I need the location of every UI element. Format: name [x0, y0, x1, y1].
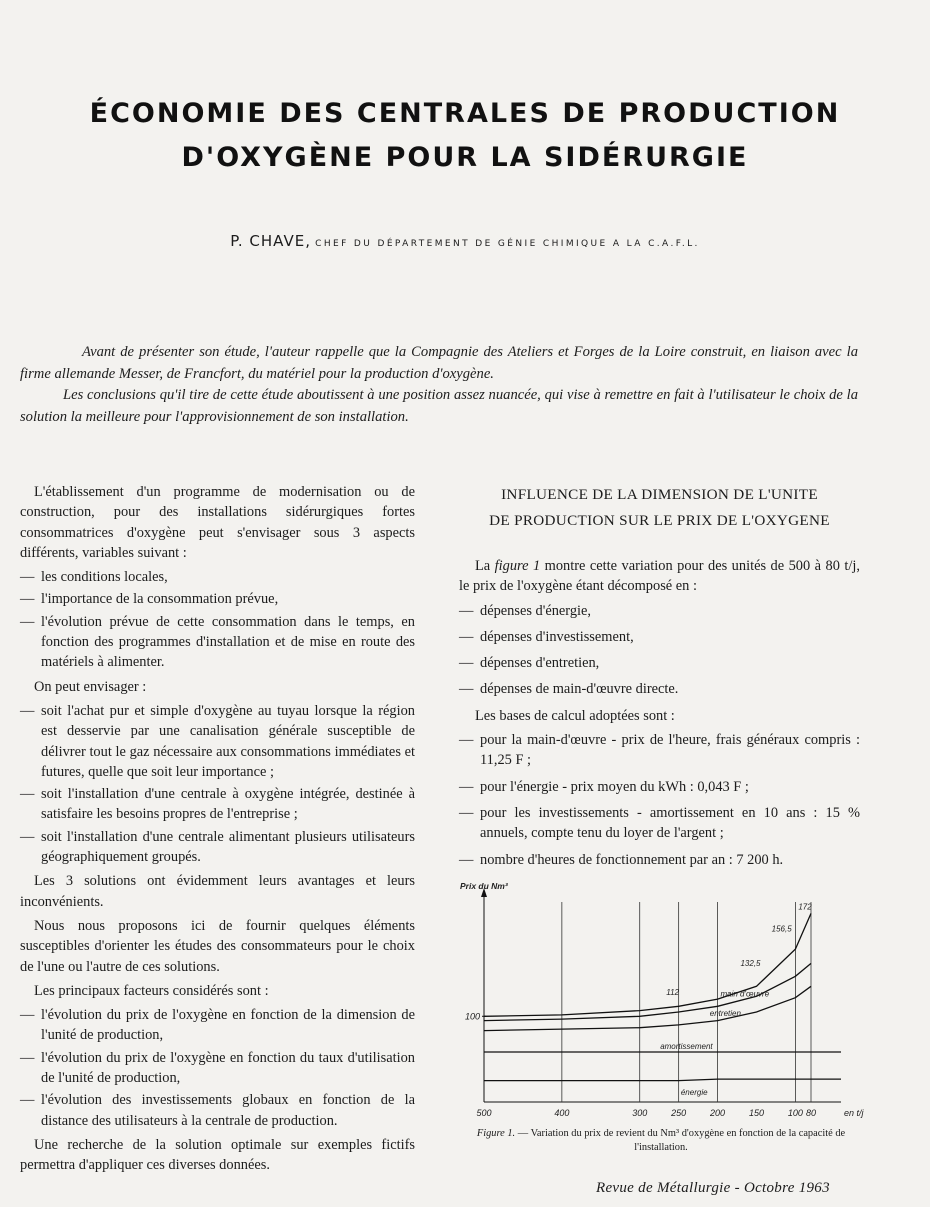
section-title	[459, 482, 860, 534]
data-label: 112	[666, 988, 680, 998]
series-label: main d'œuvre	[720, 989, 770, 999]
figure-reference: figure 1	[494, 558, 541, 574]
x-axis-label: en t/j	[844, 1108, 864, 1118]
facteurs-paragraph: Les principaux facteurs considérés sont :	[34, 982, 269, 999]
facteurs-list	[20, 1005, 415, 1131]
list-item: — nombre d'heures de fonctionnement par an : 7 200 h.	[459, 850, 860, 870]
section-title-line-2: DE PRODUCTION SUR LE PRIX DE L'OXYGENE	[489, 512, 830, 529]
list-item: — dépenses d'énergie,	[459, 601, 860, 621]
y-tick-label: 100	[464, 1011, 480, 1022]
author-line	[0, 232, 930, 250]
x-tick-label: 200	[710, 1108, 726, 1118]
data-label: 132,5	[740, 958, 761, 968]
figure-intro-paragraph	[459, 556, 860, 597]
list-item: — l'évolution du prix de l'oxygène en fonction de la dimension de l'unité de production,	[20, 1005, 415, 1046]
x-tick-label: 500	[476, 1108, 492, 1118]
list-item: — soit l'achat pur et simple d'oxygène au tuyau lorsque la région est desservie par une canalisation générale susceptible de délivrer tout le gaz nécessaire aux consommations immédiates et futures, quelle que soit leur importance ;	[20, 701, 415, 782]
x-tick-label: 300	[632, 1108, 648, 1118]
abstract-paragraph-2: Les conclusions qu'il tire de cette étude aboutissent à une position assez nuancée, qui vise à remettre en fait à l'utilisateur le choix de la solution la meilleure pour l'approvisionnement de son installation.	[20, 387, 858, 425]
list-item: — pour les investissements - amortissement en 10 ans : 15 % annuels, compte tenu du loyer de l'argent ;	[459, 803, 860, 844]
data-label: 172	[798, 902, 812, 912]
list-item: — pour l'énergie - prix moyen du kWh : 0,043 F ;	[459, 777, 860, 797]
series-label: amortissement	[660, 1042, 713, 1051]
x-tick-label: 100	[787, 1108, 803, 1118]
list-item: — l'évolution du prix de l'oxygène en fonction du taux d'utilisation de l'unité de production,	[20, 1048, 415, 1089]
page-title-line-2: D'OXYGÈNE POUR LA SIDÉRURGIE	[181, 142, 749, 173]
aspects-list	[20, 567, 415, 672]
list-item: — dépenses d'entretien,	[459, 653, 860, 673]
right-column	[459, 482, 860, 876]
journal-footer: Revue de Métallurgie - Octobre 1963	[596, 1180, 830, 1196]
series-label: entretien	[709, 1008, 741, 1018]
recherche-paragraph: Une recherche de la solution optimale sur exemples fictifs permettra d'appliquer ces diverses données.	[20, 1136, 415, 1174]
series-line	[484, 1079, 841, 1081]
list-item: — dépenses d'investissement,	[459, 627, 860, 647]
author-role: CHEF DU DÉPARTEMENT DE GÉNIE CHIMIQUE A LA C.A.F.L.	[315, 239, 700, 249]
list-item: — l'évolution des investissements globaux en fonction de la distance des utilisateurs à la centrale de production.	[20, 1090, 415, 1131]
series-line	[484, 913, 811, 1016]
list-item: — l'évolution prévue de cette consommation dans le temps, en fonction des programmes d'installation et de mise en route des matériels à alimenter.	[20, 612, 415, 673]
figure-1-chart	[456, 880, 866, 1120]
options-list	[20, 701, 415, 867]
list-item: — les conditions locales,	[20, 567, 415, 587]
page-title-line-1: ÉCONOMIE DES CENTRALES DE PRODUCTION	[89, 98, 841, 129]
y-axis-label: Prix du Nm³	[460, 881, 508, 891]
series-label: énergie	[680, 1088, 708, 1097]
list-item: — pour la main-d'œuvre - prix de l'heure, frais généraux compris : 11,25 F ;	[459, 730, 860, 771]
section-title-line-1: INFLUENCE DE LA DIMENSION DE L'UNITE	[501, 486, 818, 503]
x-tick-label: 150	[748, 1108, 765, 1118]
figure-intro-start: La	[475, 558, 491, 574]
x-tick-label: 250	[671, 1108, 687, 1118]
abstract-paragraph-1: Avant de présenter son étude, l'auteur rappelle que la Compagnie des Ateliers et Forges de la Loire construit, en liaison avec la firme allemande Messer, de Francfort, du matériel pour la production d'oxygène.	[20, 344, 858, 382]
left-column	[20, 482, 415, 1180]
solutions-paragraph: Les 3 solutions ont évidemment leurs avantages et leurs inconvénients.	[20, 873, 415, 910]
author-name: P. CHAVE,	[230, 232, 311, 250]
figure-caption	[456, 1127, 866, 1155]
bases-paragraph: Les bases de calcul adoptées sont :	[475, 707, 675, 724]
list-item: — soit l'installation d'une centrale alimentant plusieurs utilisateurs géographiquement groupés.	[20, 827, 415, 868]
x-tick-label: 80	[805, 1108, 817, 1118]
list-item: — l'importance de la consommation prévue,	[20, 589, 415, 609]
envisage-paragraph: On peut envisager :	[34, 678, 147, 695]
bases-list	[459, 730, 860, 870]
abstract	[20, 342, 858, 428]
x-tick-label: 400	[554, 1108, 570, 1118]
caption-text: — Variation du prix de revient du Nm³ d'oxygène en fonction de la capacité de l'installation.	[517, 1128, 846, 1153]
proposons-paragraph: Nous nous proposons ici de fournir quelques éléments susceptibles d'orienter les études des consommateurs pour le choix de l'une ou l'autre de ces solutions.	[20, 917, 415, 975]
data-label: 156,5	[771, 924, 792, 934]
figure-intro-rest: montre cette variation pour des unités de 500 à 80 t/j, le prix de l'oxygène étant décomposé en :	[459, 558, 860, 595]
intro-paragraph: L'établissement d'un programme de modernisation ou de construction, pour des installations sidérurgiques fortes consommatrices d'oxygène peut s'envisager sous 3 aspects différents, variables suivant :	[20, 484, 415, 561]
list-item: — soit l'installation d'une centrale à oxygène intégrée, destinée à satisfaire les besoins propres de l'entreprise ;	[20, 784, 415, 825]
caption-figure-number: Figure 1.	[476, 1128, 516, 1139]
depenses-list	[459, 601, 860, 700]
list-item: — dépenses de main-d'œuvre directe.	[459, 679, 860, 699]
